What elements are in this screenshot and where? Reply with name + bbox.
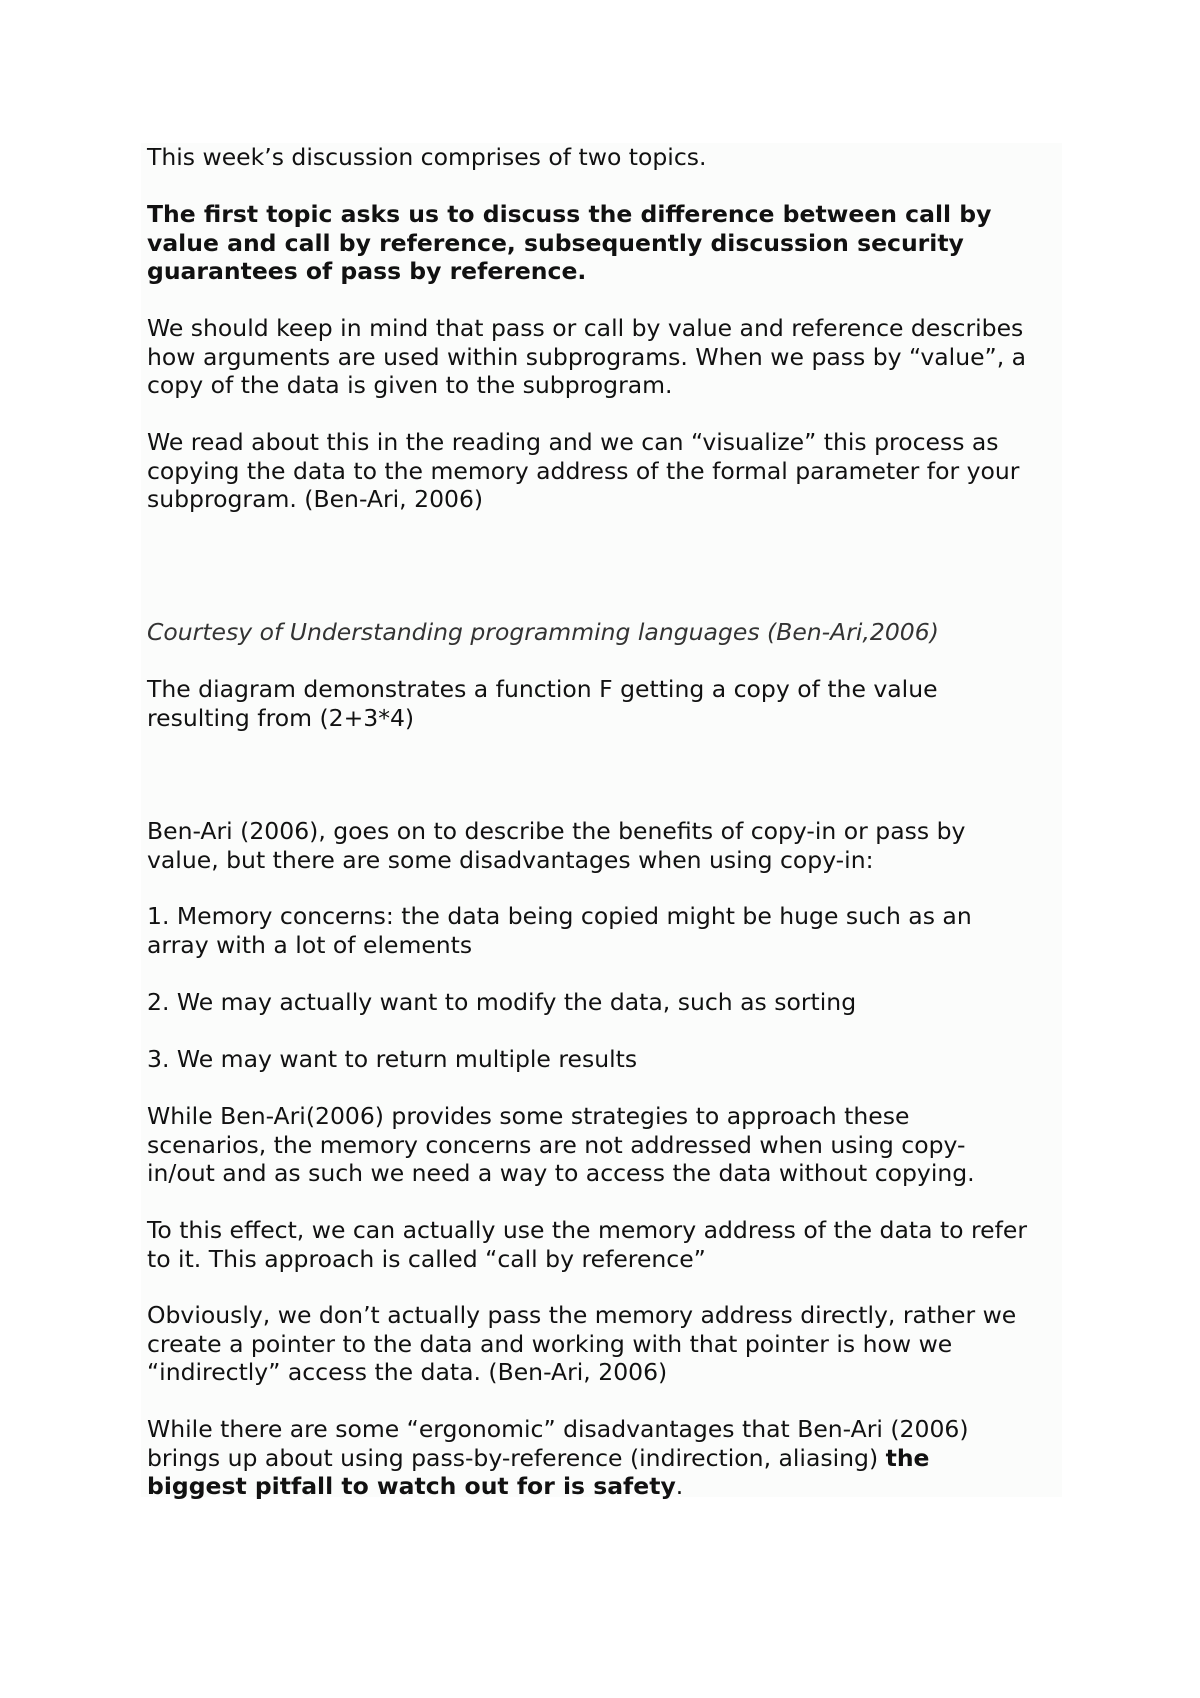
read-about-paragraph: We read about this in the reading and we can “visualize” this process as copying the data to the memory address of the formal parameter for your subprogram. (Ben-Ari, 2006) [147, 428, 1020, 513]
ergonomic-text: While there are some “ergonomic” disadvantages that Ben-Ari (2006) brings up about using pass-by-reference (indirection, aliasing) [147, 1415, 969, 1472]
obviously-paragraph: Obviously, we don’t actually pass the memory address directly, rather we create a pointer to the data and working with that pointer is how we “indirectly” access the data. (Ben-Ari, 2006) [147, 1301, 1017, 1386]
ergonomic-end: . [675, 1472, 684, 1500]
keep-in-mind-paragraph: We should keep in mind that pass or call by value and reference describes how arguments are used within subprograms. When we pass by “value”, a copy of the data is given to the subprogram. [147, 314, 1027, 399]
effect-paragraph: To this effect, we can actually use the memory address of the data to refer to it. This approach is called “call by reference” [147, 1216, 1028, 1273]
list-item-memory-concerns: 1. Memory concerns: the data being copied might be huge such as an array with a lot of elements [147, 902, 972, 959]
caption-prefix: Courtesy of [147, 618, 290, 646]
intro-paragraph: This week’s discussion comprises of two topics. [147, 143, 707, 171]
figure-caption [147, 618, 1077, 647]
caption-source: Understanding programming languages (Ben-Ari,2006) [289, 618, 939, 646]
first-topic-paragraph: The first topic asks us to discuss the difference between call by value and call by reference, subsequently discussion security guarantees of pass by reference. [147, 200, 992, 285]
list-item-modify-data: 2. We may actually want to modify the data, such as sorting [147, 988, 857, 1016]
benefits-paragraph: Ben-Ari (2006), goes on to describe the benefits of copy-in or pass by value, but there are some disadvantages when using copy-in: [147, 817, 966, 874]
ergonomic-emphasis: the biggest pitfall to watch out for is safety [147, 1443, 930, 1500]
strategies-paragraph: While Ben-Ari(2006) provides some strategies to approach these scenarios, the memory concerns are not addressed when using copy- in/out and as such we need a way to access the data without copying. [147, 1102, 975, 1187]
list-item-multiple-results: 3. We may want to return multiple results [147, 1045, 638, 1073]
ergonomic-paragraph [147, 1415, 1077, 1501]
diagram-description-paragraph: The diagram demonstrates a function F getting a copy of the value resulting from (2+3*4) [147, 675, 938, 732]
document-content [141, 143, 1062, 1500]
